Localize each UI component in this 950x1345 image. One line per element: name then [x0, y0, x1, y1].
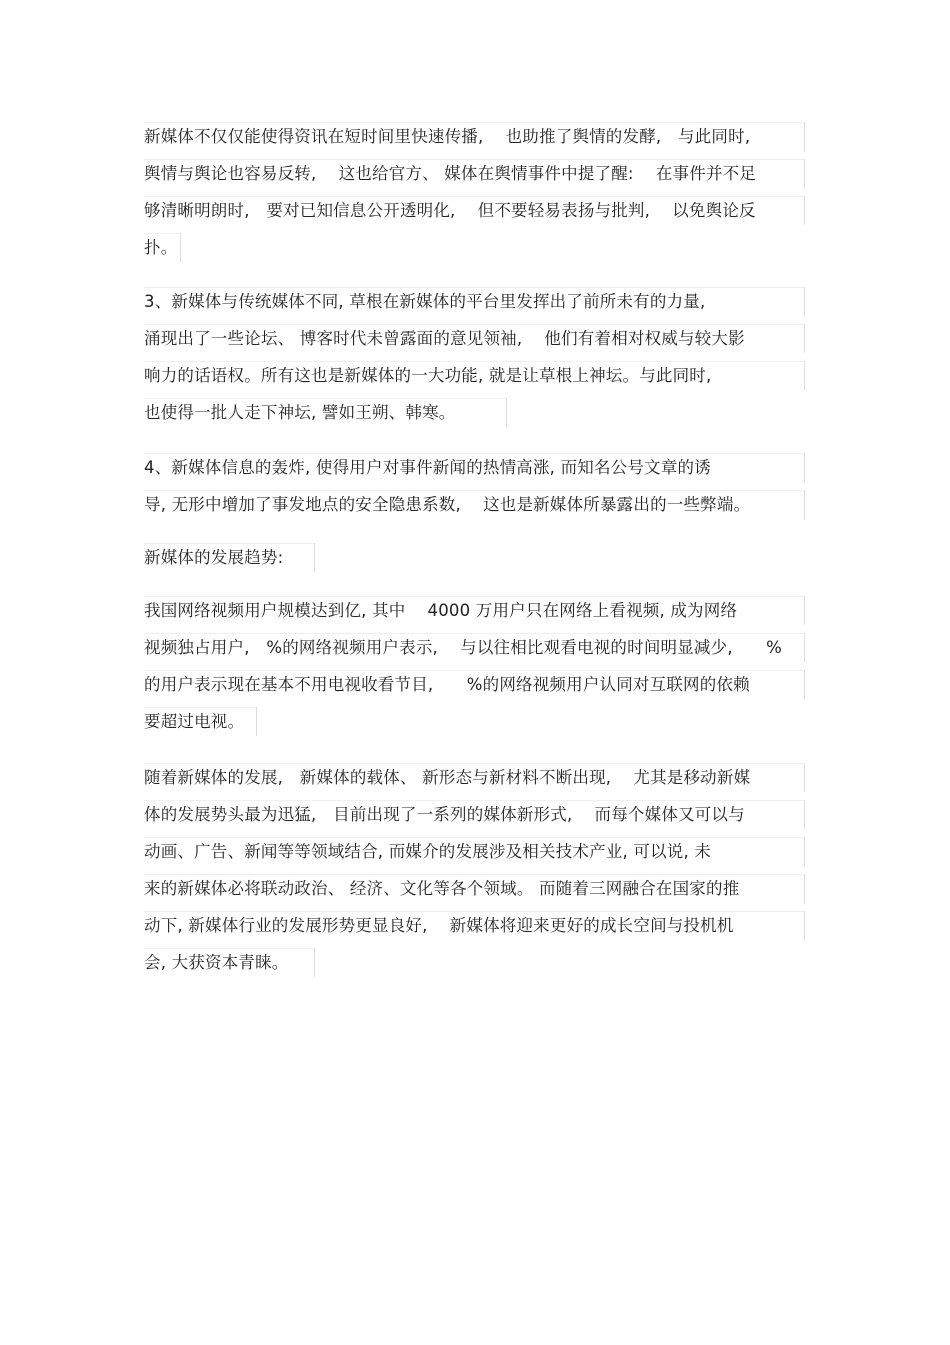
paragraph-4 — [144, 592, 824, 740]
text-line: 会, 大获资本青睐。 — [144, 944, 824, 981]
text-line: 新媒体的发展趋势: — [144, 539, 824, 576]
text-line: 体的发展势头最为迅猛, 目前出现了一系列的媒体新形式, 而每个媒体又可以与 — [144, 796, 824, 833]
text-line: 随着新媒体的发展, 新媒体的载体、 新形态与新材料不断出现, 尤其是移动新媒 — [144, 759, 824, 796]
text-line: 4、新媒体信息的轰炸, 使得用户对事件新闻的热情高涨, 而知名公号文章的诱 — [144, 449, 824, 486]
text-line: 动画、广告、新闻等等领域结合, 而媒介的发展涉及相关技术产业, 可以说, 未 — [144, 833, 824, 870]
paragraph-5 — [144, 759, 824, 981]
paragraph-2 — [144, 283, 824, 431]
text-line: 要超过电视。 — [144, 703, 824, 740]
text-line: 3、新媒体与传统媒体不同, 草根在新媒体的平台里发挥出了前所未有的力量, — [144, 283, 824, 320]
text-line: 舆情与舆论也容易反转, 这也给官方、 媒体在舆情事件中提了醒: 在事件并不足 — [144, 155, 824, 192]
text-line: 动下, 新媒体行业的发展形势更显良好, 新媒体将迎来更好的成长空间与投机机 — [144, 907, 824, 944]
text-line: 导, 无形中增加了事发地点的安全隐患系数, 这也是新媒体所暴露出的一些弊端。 — [144, 486, 824, 523]
section-heading — [144, 539, 824, 576]
text-line: 响力的话语权。所有这也是新媒体的一大功能, 就是让草根上神坛。与此同时, — [144, 357, 824, 394]
text-line: 也使得一批人走下神坛, 譬如王朔、韩寒。 — [144, 394, 824, 431]
text-line: 我国网络视频用户规模达到亿, 其中 4000 万用户只在网络上看视频, 成为网络 — [144, 592, 824, 629]
text-line: 新媒体不仅仅能使得资讯在短时间里快速传播, 也助推了舆情的发酵, 与此同时, — [144, 118, 824, 155]
text-line: 来的新媒体必将联动政治、 经济、文化等各个领域。 而随着三网融合在国家的推 — [144, 870, 824, 907]
text-line: 视频独占用户, %的网络视频用户表示, 与以往相比观看电视的时间明显减少, % — [144, 629, 824, 666]
paragraph-3 — [144, 449, 824, 523]
text-line: 涌现出了一些论坛、 博客时代未曾露面的意见领袖, 他们有着相对权威与较大影 — [144, 320, 824, 357]
text-line: 够清晰明朗时, 要对已知信息公开透明化, 但不要轻易表扬与批判, 以免舆论反 — [144, 192, 824, 229]
paragraph-1 — [144, 118, 824, 266]
text-line: 的用户表示现在基本不用电视收看节目, %的网络视频用户认同对互联网的依赖 — [144, 666, 824, 703]
text-line: 扑。 — [144, 229, 824, 266]
